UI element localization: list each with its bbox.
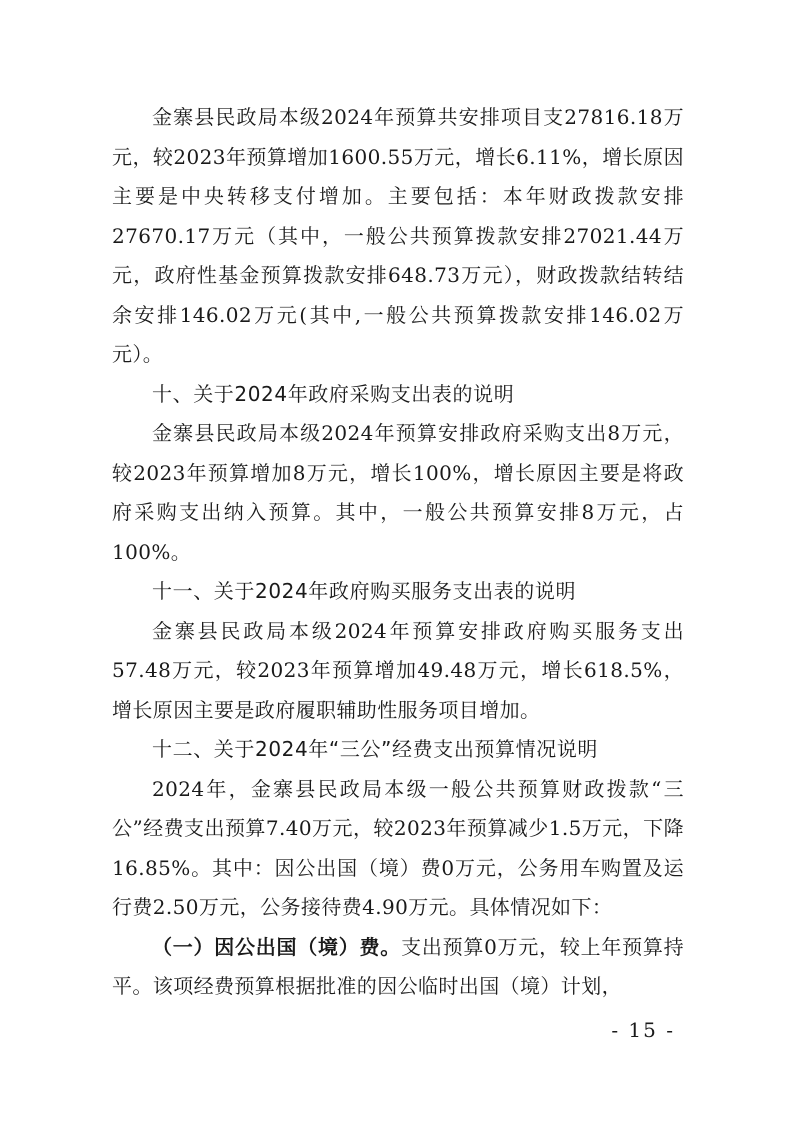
subheading-overseas-travel: （一）因公出国（境）费。 [152, 934, 402, 959]
heading-section-11: 十一、关于2024年政府购买服务支出表的说明 [152, 579, 577, 603]
document-body [112, 98, 684, 1007]
paragraph-three-public-expenses: 2024年，金寨县民政局本级一般公共预算财政拨款“三公”经费支出预算7.40万元，较2023年预算减少1.5万元，下降16.85%。其中：因公出国（境）费0万元，公务用车购置及运行费2.50万元，公务接待费4.90万元。具体情况如下： [112, 776, 684, 919]
page-number: - 15 - [611, 1018, 675, 1042]
heading-section-12: 十二、关于2024年“三公”经费支出预算情况说明 [152, 737, 599, 761]
paragraph-government-procurement: 金寨县民政局本级2024年预算安排政府采购支出8万元，较2023年预算增加8万元，增长100%，增长原因主要是将政府采购支出纳入预算。其中，一般公共预算安排8万元，占100%。 [112, 421, 684, 564]
paragraph-project-expenditure: 金寨县民政局本级2024年预算共安排项目支27816.18万元，较2023年预算增加1600.55万元，增长6.11%，增长原因主要是中央转移支付增加。主要包括：本年财政拨款安排27670.17万元（其中，一般公共预算拨款安排27021.44万元，政府性基金预算拨款安排648.73万元），财政拨款结转结余安排146.02万元(其中,一般公共预算拨款安排146.02万元）。 [112, 105, 684, 366]
overseas-travel-text: 支出预算0万元，较上年预算持平。该项经费预算根据批准的因公临时出国（境）计划， [112, 934, 684, 998]
heading-section-10: 十、关于2024年政府采购支出表的说明 [152, 381, 515, 406]
paragraph-overseas-travel [112, 928, 684, 1007]
paragraph-purchased-services: 金寨县民政局本级2024年预算安排政府购买服务支出57.48万元，较2023年预算增加49.48万元，增长618.5%，增长原因主要是政府履职辅助性服务项目增加。 [112, 618, 684, 722]
